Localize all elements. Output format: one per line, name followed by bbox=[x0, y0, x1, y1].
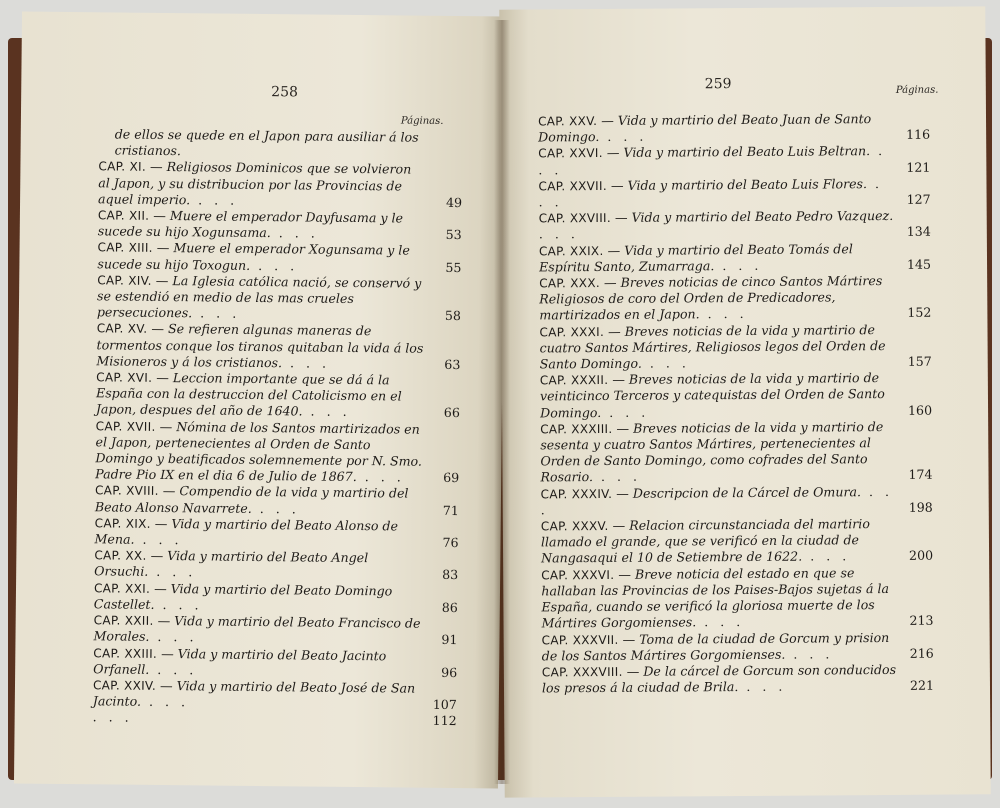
toc-entry bbox=[98, 207, 462, 243]
page-reference: 112 bbox=[432, 713, 457, 729]
dot-leader: . . . bbox=[154, 596, 203, 613]
page-reference: 198 bbox=[908, 499, 933, 515]
chapter-number: CAP. XXIV. bbox=[92, 678, 157, 693]
dot-leader: . . . bbox=[699, 306, 748, 322]
page-reference: 69 bbox=[443, 470, 460, 486]
toc-entry bbox=[96, 369, 460, 421]
page-reference: 152 bbox=[907, 305, 932, 321]
toc-entry bbox=[541, 564, 933, 632]
dot-leader: . . . bbox=[538, 175, 884, 210]
chapter-number: CAP. XXIII. bbox=[93, 645, 158, 661]
toc-entry bbox=[539, 321, 931, 372]
page-reference: 134 bbox=[906, 224, 931, 240]
chapter-number: CAP. XII. bbox=[97, 208, 150, 223]
dot-leader: . . . bbox=[148, 564, 197, 580]
chapter-number: CAP. XIX. bbox=[94, 516, 151, 531]
dot-leader: . . . bbox=[599, 128, 648, 145]
chapter-title: — Vida y martirio del Beato Tomás del Espíritu Santo, Zumarraga. bbox=[538, 240, 853, 275]
dot-leader: . . . bbox=[250, 257, 299, 274]
chapter-number: CAP. XXXVII. bbox=[541, 632, 619, 647]
toc-entry bbox=[540, 370, 932, 421]
chapter-title: — Breves noticias de la vida y martirio de cuatro Santos Mártires, Religiosos legos del Orden de Santo Domingo. bbox=[539, 321, 886, 372]
dot-leader: . . . bbox=[714, 257, 763, 274]
chapter-number: CAP. XXXIII. bbox=[540, 421, 613, 437]
dot-leader: . . . bbox=[190, 192, 239, 208]
toc-entry bbox=[539, 240, 931, 275]
dot-leader: . . . bbox=[92, 709, 133, 725]
toc-entry bbox=[96, 321, 460, 373]
chapter-title: — Leccion importante que se dá á la España con la destruccion del Catolicismo en el Japon, despues del año de 1640. bbox=[95, 369, 402, 419]
toc-entry bbox=[98, 159, 462, 211]
chapter-title: — Toma de la ciudad de Gorcum y prision de los Santos Mártires Gorgomienses. bbox=[541, 629, 890, 664]
page-reference: 55 bbox=[445, 259, 462, 275]
toc-entry bbox=[94, 515, 458, 551]
chapter-title: — La Iglesia católica nació, se conservó y se estendió en medio de las mas crueles persecuciones. bbox=[96, 272, 422, 321]
page-reference: 76 bbox=[442, 534, 459, 551]
dot-leader: . . . bbox=[538, 143, 887, 178]
dot-leader: . . . bbox=[641, 355, 690, 371]
chapter-number: CAP. XXI. bbox=[93, 580, 151, 596]
chapter-title: — Relacion circunstanciada del martirio llamado el grande, que se verificó en la ciudad de Nangasaqui el 10 de Setiembre de 1622. bbox=[540, 516, 870, 566]
dot-leader: . . . bbox=[149, 629, 198, 645]
chapter-number: CAP. XXXI. bbox=[539, 324, 605, 340]
chapter-title: — Vida y martirio del Beato Pedro Vazquez. bbox=[614, 208, 894, 226]
toc-entry bbox=[541, 483, 933, 518]
chapter-number: CAP. XXVII. bbox=[538, 178, 607, 194]
chapter-number: CAP. XVIII. bbox=[94, 483, 159, 499]
page-reference: 49 bbox=[445, 194, 463, 210]
page-reference: 66 bbox=[443, 405, 460, 421]
chapter-title: — Vida y martirio del Beato Domingo Castellet. bbox=[93, 580, 393, 612]
chapter-number: CAP. XXXIV. bbox=[540, 486, 613, 502]
dot-leader: . . . bbox=[601, 404, 650, 420]
chapter-title: — Vida y martirio del Beato Juan de Santo Domingo. bbox=[538, 111, 872, 145]
toc-entry bbox=[542, 629, 934, 664]
dot-leader: . . . bbox=[785, 646, 834, 662]
toc-entry bbox=[93, 710, 457, 730]
chapter-number: CAP. XIII. bbox=[97, 240, 153, 256]
table-of-contents bbox=[93, 126, 463, 729]
page-reference: 221 bbox=[909, 677, 935, 693]
chapter-number: CAP. XXX. bbox=[539, 276, 600, 291]
chapter-title: — Vida y martirio del Beato José de San Jacinto. bbox=[92, 677, 416, 709]
dot-leader: . . . bbox=[192, 305, 241, 322]
chapter-number: CAP. XVI. bbox=[96, 370, 153, 385]
dot-leader: . . . bbox=[738, 678, 787, 695]
left-page bbox=[14, 11, 506, 788]
dot-leader: . . . bbox=[140, 693, 190, 710]
chapter-title: — Vida y martirio del Beato Luis Flores. bbox=[610, 175, 868, 193]
chapter-title: — Breves noticias de cinco Santos Mártires Religiosos de coro del Orden de Predicadores, martirizados en el Japon. bbox=[539, 273, 883, 323]
toc-entry bbox=[93, 612, 457, 648]
toc-entry bbox=[538, 143, 930, 178]
page-reference: 160 bbox=[907, 402, 933, 418]
chapter-number: CAP. XXVI. bbox=[538, 146, 603, 161]
toc-entry bbox=[542, 662, 934, 697]
book-gutter bbox=[494, 20, 510, 784]
chapter-title: de ellos se quede en el Japon para ausiliar á los cristianos. bbox=[114, 126, 419, 159]
dot-leader: . . . bbox=[538, 226, 579, 242]
dot-leader: . . . bbox=[592, 469, 642, 485]
page-reference: 86 bbox=[441, 599, 458, 615]
toc-entry bbox=[94, 580, 458, 616]
chapter-number: CAP. XV. bbox=[96, 321, 148, 337]
chapter-title: — Nómina de los Santos martirizados en el Japon, pertenecientes al Orden de Santo Domingo y beatificados solemnemente por N. Smo. Padre Pio IX en el dia 6 de Julio de 1867. bbox=[95, 418, 423, 485]
toc-entry bbox=[538, 176, 930, 211]
toc-entry bbox=[539, 273, 931, 324]
page-reference: 116 bbox=[906, 126, 931, 143]
page-number: 258 bbox=[271, 84, 299, 101]
dot-leader: . . . bbox=[802, 548, 851, 565]
toc-entry bbox=[94, 548, 458, 584]
toc-entry bbox=[93, 645, 457, 681]
toc-entry bbox=[540, 419, 932, 487]
chapter-title: — Vida y martirio del Beato Alonso de Mena. bbox=[94, 515, 399, 547]
page-reference: 145 bbox=[906, 256, 932, 272]
chapter-number: CAP. XXV. bbox=[537, 114, 598, 129]
chapter-title: — Descripcion de la Cárcel de Omura. bbox=[616, 483, 862, 501]
paginas-label: Páginas. bbox=[400, 115, 444, 127]
dot-leader: . . . bbox=[270, 225, 319, 241]
page-reference: 157 bbox=[907, 353, 932, 369]
chapter-title: — Vida y martirio del Beato Luis Beltran. bbox=[606, 143, 871, 161]
dot-leader: . . . bbox=[134, 531, 183, 548]
toc-entry bbox=[539, 208, 931, 243]
toc-entry bbox=[97, 240, 461, 276]
chapter-title: — Vida y martirio del Beato Jacinto Orfanell. bbox=[93, 645, 387, 677]
chapter-title: — Muere el emperador Dayfusama y le sucede su hijo Xogunsama. bbox=[97, 207, 404, 241]
chapter-number: CAP. XXII. bbox=[93, 613, 154, 628]
page-reference: 213 bbox=[909, 612, 934, 629]
dot-leader: . . . bbox=[696, 614, 745, 630]
toc-entry bbox=[541, 516, 933, 567]
chapter-number: CAP. XXVIII. bbox=[538, 211, 612, 226]
paginas-label: Páginas. bbox=[895, 84, 939, 96]
dot-leader: . . . bbox=[251, 500, 300, 517]
dot-leader: . . . bbox=[281, 355, 331, 371]
table-of-contents bbox=[538, 111, 934, 697]
chapter-number: CAP. XIV. bbox=[97, 273, 152, 288]
chapter-title: — Breves noticias de la vida y martirio de veinticinco Terceros y catequistas del Orden de Santo Domingo. bbox=[539, 370, 885, 421]
chapter-title: — Religiosos Dominicos que se volvieron al Japon, y su distribucion por las Provincias de aquel imperio. bbox=[98, 159, 412, 208]
dot-leader: . . . bbox=[302, 403, 351, 420]
chapter-title: — Vida y martirio del Beato Angel Orsuchi. bbox=[94, 548, 369, 580]
toc-entry bbox=[93, 677, 457, 713]
page-reference: 58 bbox=[444, 308, 461, 324]
toc-entry bbox=[95, 418, 460, 487]
page-reference: 91 bbox=[441, 632, 458, 648]
chapter-number: CAP. XXXII. bbox=[539, 373, 609, 388]
page-number: 259 bbox=[704, 76, 732, 93]
chapter-title: — De la cárcel de Gorcum son conducidos los presos á la ciudad de Brila. bbox=[541, 661, 897, 696]
dot-leader: . . . bbox=[149, 661, 198, 678]
page-reference: 107 bbox=[432, 696, 457, 713]
page-reference: 96 bbox=[441, 664, 458, 680]
chapter-number: CAP. XX. bbox=[94, 548, 147, 564]
chapter-title: — Muere el emperador Xogunsama y le sucede su hijo Toxogun. bbox=[97, 240, 410, 273]
dot-leader: . . . bbox=[356, 469, 405, 485]
toc-entry bbox=[99, 126, 463, 162]
chapter-title: — Se refieren algunas maneras de tormentos conque los tiranos quitaban la vida á los Misioneros y á los cristianos. bbox=[96, 321, 424, 371]
chapter-number: CAP. XXIX. bbox=[538, 243, 604, 259]
toc-entry bbox=[95, 483, 459, 519]
page-reference: 127 bbox=[906, 191, 931, 207]
toc-entry bbox=[97, 272, 461, 324]
chapter-number: CAP. XXXV. bbox=[540, 519, 609, 534]
page-reference: 216 bbox=[909, 645, 934, 661]
page-reference: 53 bbox=[445, 227, 462, 243]
page-reference: 63 bbox=[444, 356, 461, 372]
chapter-number: CAP. XXXVI. bbox=[541, 567, 615, 583]
toc-entry bbox=[538, 111, 930, 146]
page-reference: 174 bbox=[908, 467, 933, 483]
page-reference: 83 bbox=[442, 567, 459, 583]
page-reference: 200 bbox=[908, 548, 934, 564]
right-page bbox=[499, 6, 990, 797]
page-reference: 121 bbox=[906, 159, 931, 175]
chapter-number: CAP. XVII. bbox=[95, 418, 156, 434]
chapter-title: — Compendio de la vida y martirio del Beato Alonso Navarrete. bbox=[94, 483, 409, 516]
chapter-title: — Breves noticias de la vida y martirio de sesenta y cuatro Santos Mártires, pertenecientes al Orden de Santo Domingo, como cofrades del Santo Rosario. bbox=[540, 418, 884, 485]
chapter-title: — Breve noticia del estado en que se hallaban las Provincias de los Paises-Bajos sujetas á la España, cuando se verificó la gloriosa muerte de los Mártires Gorgomienses. bbox=[541, 564, 890, 631]
chapter-number: CAP. XI. bbox=[98, 159, 147, 175]
chapter-title: — Vida y martirio del Beato Francisco de Morales. bbox=[93, 613, 421, 645]
chapter-number: CAP. XXXVIII. bbox=[541, 664, 623, 680]
dot-leader: . . . bbox=[540, 483, 894, 518]
page-reference: 71 bbox=[442, 502, 459, 518]
